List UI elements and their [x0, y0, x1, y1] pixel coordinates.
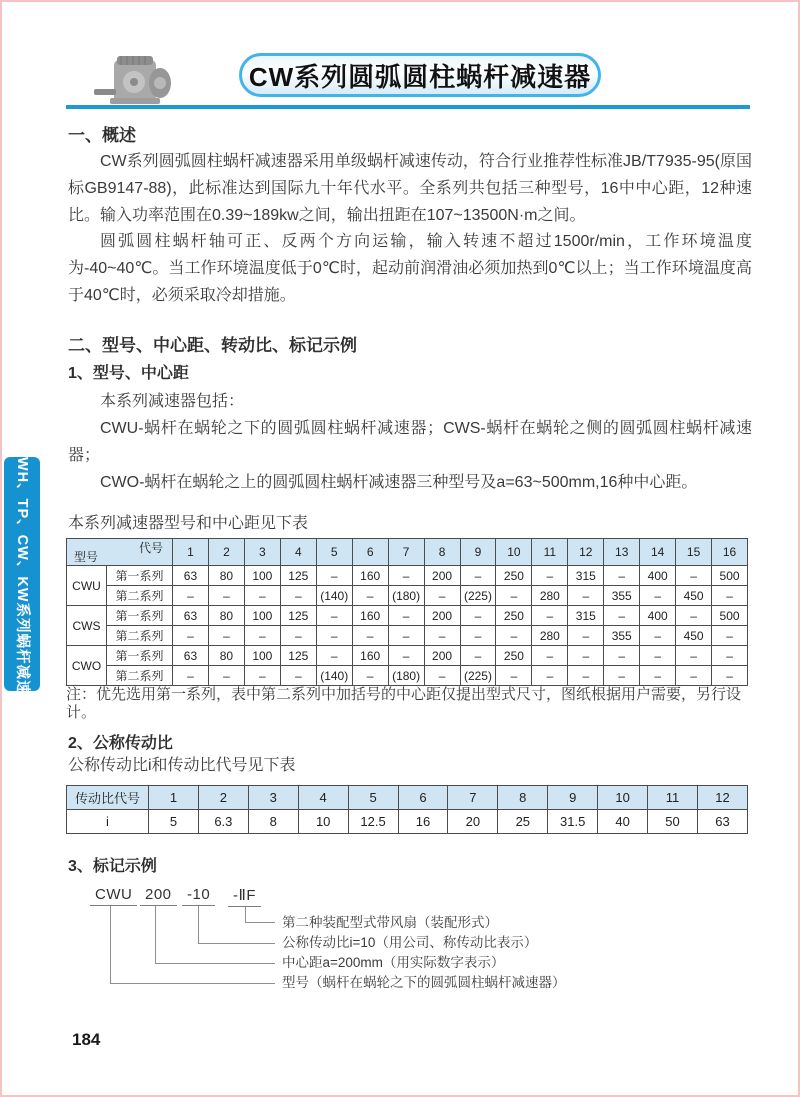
center-distance-cell: –: [424, 666, 460, 686]
models-item-cwo: CWO-蜗杆在蜗轮之上的圆弧圆柱蜗杆减速器三种型号及a=63~500mm,16种中心距。: [100, 474, 698, 491]
marking-connector-assembly: [245, 906, 275, 923]
ratio-table-value-row: [67, 810, 748, 834]
center-distance-cell: 63: [173, 566, 209, 586]
center-distance-cell: –: [604, 606, 640, 626]
overview-paragraph-2: 圆弧圆柱蜗杆轴可正、反两个方向运输，输入转速不超过1500r/min，工作环境温度为-40~40℃。当工作环境温度低于0℃时，起动前润滑油必须加热到0℃以上；当工作环境温度高于40℃时，必须采取冷却措施。: [68, 233, 752, 304]
center-distance-cell: 80: [208, 606, 244, 626]
ratio-value-cell: 25: [498, 810, 548, 834]
center-distance-cell: –: [316, 566, 352, 586]
center-distance-cell: –: [568, 666, 604, 686]
center-distance-cell: 160: [352, 566, 388, 586]
ratio-value-cell: 63: [697, 810, 747, 834]
center-distance-cell: –: [316, 606, 352, 626]
center-distance-cell: –: [496, 666, 532, 686]
center-distance-cell: 280: [532, 626, 568, 646]
center-distance-cell: –: [173, 626, 209, 646]
center-distance-cell: –: [208, 586, 244, 606]
center-distance-cell: 250: [496, 566, 532, 586]
center-distance-cell: –: [280, 626, 316, 646]
center-distance-cell: –: [640, 586, 676, 606]
ratio-code-cell: 8: [498, 786, 548, 810]
center-distance-cell: –: [568, 586, 604, 606]
center-distance-cell: –: [532, 666, 568, 686]
ratio-code-cell: 11: [648, 786, 698, 810]
center-distance-cell: (180): [388, 586, 424, 606]
models-section-heading: 二、型号、中心距、转动比、标记示例: [68, 336, 357, 355]
center-distance-cell: –: [424, 626, 460, 646]
center-distance-cell: –: [460, 646, 496, 666]
center-distance-cell: (140): [316, 586, 352, 606]
ratio-table-header-row: [67, 786, 748, 810]
model-series2-row: [67, 586, 748, 606]
center-distance-cell: –: [640, 666, 676, 686]
code-header-cell: 2: [208, 539, 244, 566]
header-divider: [66, 105, 750, 109]
center-distance-cell: –: [424, 586, 460, 606]
overview-paragraph-1: CW系列圆弧圆柱蜗杆减速器采用单级蜗杆减速传动，符合行业推荐性标准JB/T7935-95(原国标GB9147-88)，此标准达到国际九十年代水平。全系列共包括三种型号，16中中心距，12种速比。输入功率范围在0.39~189kw之间，输出扭距在107~13500N·m之间。: [68, 153, 752, 224]
center-distance-cell: –: [352, 586, 388, 606]
center-distance-cell: –: [676, 646, 712, 666]
center-distance-cell: 160: [352, 606, 388, 626]
ratio-value-cell: 8: [248, 810, 298, 834]
center-distance-cell: 125: [280, 606, 316, 626]
center-distance-cell: –: [712, 666, 748, 686]
ratio-code-cell: 9: [548, 786, 598, 810]
center-distance-cell: –: [532, 606, 568, 626]
center-distance-cell: –: [244, 626, 280, 646]
center-distance-cell: 315: [568, 606, 604, 626]
ratio-code-cell: 10: [598, 786, 648, 810]
center-distance-cell: 80: [208, 566, 244, 586]
center-distance-cell: –: [712, 626, 748, 646]
code-header-cell: 9: [460, 539, 496, 566]
ratio-value-cell: 40: [598, 810, 648, 834]
center-distance-cell: –: [712, 586, 748, 606]
center-distance-cell: 500: [712, 606, 748, 626]
center-distance-cell: –: [280, 586, 316, 606]
ratio-code-cell: 5: [348, 786, 398, 810]
center-distance-cell: (140): [316, 666, 352, 686]
center-distance-cell: 200: [424, 566, 460, 586]
overview-heading: 一、概述: [68, 126, 136, 145]
center-distance-cell: 315: [568, 566, 604, 586]
page-title: [239, 53, 601, 97]
ratio-code-cell: 1: [149, 786, 199, 810]
center-distance-cell: –: [496, 626, 532, 646]
center-distance-cell: 280: [532, 586, 568, 606]
center-distance-cell: –: [352, 626, 388, 646]
center-distance-cell: –: [280, 666, 316, 686]
center-distance-cell: –: [568, 646, 604, 666]
center-distance-cell: –: [388, 646, 424, 666]
corner-label-code: 代号: [138, 541, 163, 555]
center-distance-cell: 100: [244, 566, 280, 586]
center-distance-cell: –: [568, 626, 604, 646]
model-series2-row: [67, 626, 748, 646]
center-distance-cell: 63: [173, 646, 209, 666]
code-header-cell: 15: [676, 539, 712, 566]
model-name-cell: CWU: [67, 566, 107, 606]
center-distance-cell: –: [388, 606, 424, 626]
ratio-code-cell: 3: [248, 786, 298, 810]
marking-code-ratio: -10: [182, 886, 215, 906]
center-distance-cell: –: [604, 646, 640, 666]
center-distance-cell: 200: [424, 606, 460, 626]
models-sub-heading: 1、型号、中心距: [68, 365, 189, 382]
center-distance-cell: –: [388, 566, 424, 586]
product-photo: [90, 52, 194, 110]
code-header-cell: 10: [496, 539, 532, 566]
center-distance-cell: –: [460, 626, 496, 646]
center-distance-cell: –: [676, 666, 712, 686]
ratio-heading: 2、公称传动比: [68, 735, 173, 752]
code-header-cell: 6: [352, 539, 388, 566]
code-header-cell: 7: [388, 539, 424, 566]
ratio-value-cell: 20: [448, 810, 498, 834]
center-distance-cell: –: [712, 646, 748, 666]
center-distance-cell: 160: [352, 646, 388, 666]
ratio-code-header: 传动比代号: [67, 786, 149, 810]
series-label-cell: 第二系列: [107, 626, 173, 646]
center-distance-cell: –: [388, 626, 424, 646]
marking-code-model: CWU: [90, 886, 137, 906]
center-distance-cell: 125: [280, 646, 316, 666]
sidebar-series-tab-label: WH、TP、CW、KW系列蜗杆减速机: [14, 457, 30, 711]
marking-code-assembly: -ⅡF: [228, 886, 261, 907]
center-distance-cell: –: [460, 566, 496, 586]
marking-label-center-distance: 中心距a=200mm（用实际数字表示）: [282, 955, 505, 970]
marking-heading: 3、标记示例: [68, 858, 157, 875]
code-header-cell: 1: [173, 539, 209, 566]
ratio-value-cell: 31.5: [548, 810, 598, 834]
ratio-table-intro: 公称传动比i和传动比代号见下表: [68, 757, 296, 774]
ratio-row-label: i: [67, 810, 149, 834]
marking-label-ratio: 公称传动比i=10（用公司、称传动比表示）: [282, 935, 538, 950]
page-title-text: CW系列圆弧圆柱蜗杆减速器: [248, 61, 592, 92]
model-name-cell: CWS: [67, 606, 107, 646]
ratio-value-cell: 5: [149, 810, 199, 834]
series-label-cell: 第二系列: [107, 586, 173, 606]
model-series1-row: [67, 566, 748, 586]
center-distance-cell: –: [676, 566, 712, 586]
center-distance-cell: –: [676, 606, 712, 626]
center-distance-cell: 400: [640, 606, 676, 626]
ratio-value-cell: 16: [398, 810, 448, 834]
sidebar-series-tab: [4, 457, 40, 711]
series-label-cell: 第一系列: [107, 606, 173, 626]
code-header-cell: 5: [316, 539, 352, 566]
ratio-code-cell: 7: [448, 786, 498, 810]
ratio-code-cell: 4: [298, 786, 348, 810]
code-header-cell: 4: [280, 539, 316, 566]
corner-label-model: 型号: [74, 550, 99, 564]
model-table-header-row: [67, 539, 748, 566]
center-distance-cell: 63: [173, 606, 209, 626]
model-series1-row: [67, 606, 748, 626]
center-distance-cell: 355: [604, 586, 640, 606]
center-distance-cell: –: [532, 566, 568, 586]
center-distance-cell: 80: [208, 646, 244, 666]
center-distance-cell: –: [640, 646, 676, 666]
marking-label-model: 型号（蜗杆在蜗轮之下的圆弧圆柱蜗杆减速器）: [282, 975, 566, 990]
center-distance-cell: –: [532, 646, 568, 666]
center-distance-cell: 450: [676, 586, 712, 606]
model-series1-row: [67, 646, 748, 666]
ratio-value-cell: 6.3: [198, 810, 248, 834]
series-label-cell: 第一系列: [107, 646, 173, 666]
center-distance-cell: –: [244, 666, 280, 686]
center-distance-cell: 250: [496, 606, 532, 626]
model-name-cell: CWO: [67, 646, 107, 686]
center-distance-cell: 100: [244, 646, 280, 666]
ratio-code-cell: 2: [198, 786, 248, 810]
center-distance-cell: –: [244, 586, 280, 606]
series-label-cell: 第二系列: [107, 666, 173, 686]
code-header-cell: 8: [424, 539, 460, 566]
center-distance-cell: –: [316, 646, 352, 666]
center-distance-cell: 200: [424, 646, 460, 666]
center-distance-cell: –: [316, 626, 352, 646]
center-distance-cell: –: [460, 606, 496, 626]
center-distance-cell: –: [604, 666, 640, 686]
worm-gear-reducer-image: [90, 52, 194, 110]
model-table-corner-cell: [67, 539, 173, 566]
center-distance-cell: (180): [388, 666, 424, 686]
center-distance-cell: –: [604, 566, 640, 586]
model-table-intro: 本系列减速器型号和中心距见下表: [68, 515, 309, 532]
ratio-value-cell: 10: [298, 810, 348, 834]
center-distance-cell: 250: [496, 646, 532, 666]
code-header-cell: 3: [244, 539, 280, 566]
marking-label-assembly: 第二种装配型式带风扇（装配形式）: [282, 915, 498, 930]
code-header-cell: 12: [568, 539, 604, 566]
model-table-note: 注：优先选用第一系列，表中第二系列中加括号的中心距仅提出型式尺寸，图纸根据用户需要，另行设计。: [66, 686, 742, 721]
code-header-cell: 16: [712, 539, 748, 566]
models-intro: 本系列减速器包括：: [100, 393, 245, 410]
center-distance-cell: 450: [676, 626, 712, 646]
center-distance-cell: 355: [604, 626, 640, 646]
series-label-cell: 第一系列: [107, 566, 173, 586]
center-distance-cell: –: [173, 666, 209, 686]
marking-code-center-distance: 200: [140, 886, 177, 906]
ratio-code-cell: 12: [697, 786, 747, 810]
center-distance-cell: 500: [712, 566, 748, 586]
code-header-cell: 14: [640, 539, 676, 566]
center-distance-cell: 100: [244, 606, 280, 626]
models-item-cwu-cws: CWU-蜗杆在蜗轮之下的圆弧圆柱蜗杆减速器；CWS-蜗杆在蜗轮之侧的圆弧圆柱蜗杆减速器；: [68, 420, 752, 464]
center-distance-cell: 400: [640, 566, 676, 586]
center-distance-cell: –: [352, 666, 388, 686]
code-header-cell: 11: [532, 539, 568, 566]
ratio-table: [66, 785, 748, 834]
ratio-value-cell: 50: [648, 810, 698, 834]
code-header-cell: 13: [604, 539, 640, 566]
center-distance-cell: –: [640, 626, 676, 646]
center-distance-cell: (225): [460, 666, 496, 686]
page-number: 184: [72, 1030, 101, 1049]
center-distance-cell: –: [208, 666, 244, 686]
ratio-code-cell: 6: [398, 786, 448, 810]
ratio-value-cell: 12.5: [348, 810, 398, 834]
center-distance-cell: –: [208, 626, 244, 646]
center-distance-cell: 125: [280, 566, 316, 586]
center-distance-cell: –: [173, 586, 209, 606]
model-series2-row: [67, 666, 748, 686]
center-distance-cell: –: [496, 586, 532, 606]
center-distance-cell: (225): [460, 586, 496, 606]
model-center-distance-table: [66, 538, 748, 686]
